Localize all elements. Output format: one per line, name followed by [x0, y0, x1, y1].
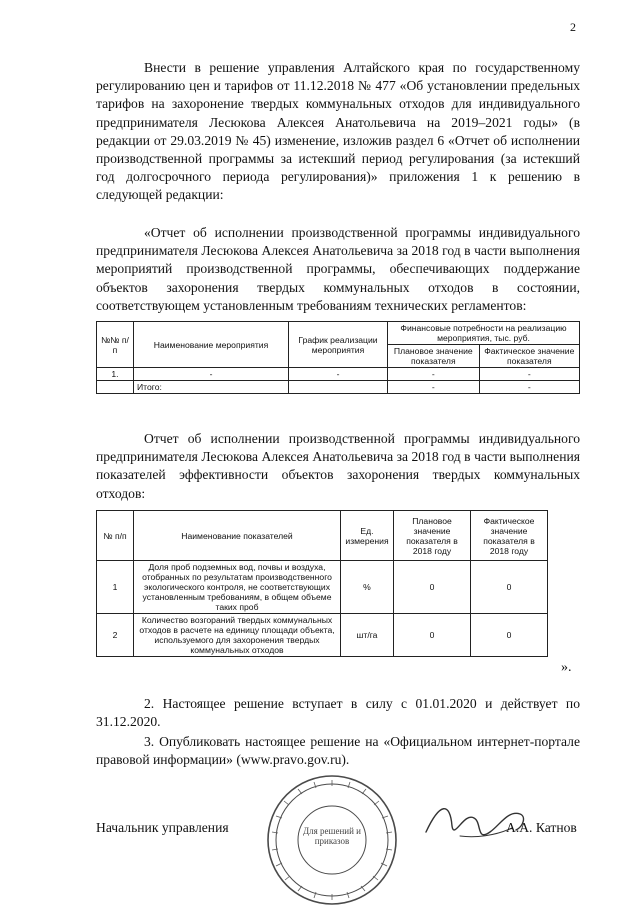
t1-cell-planned: -	[388, 368, 480, 381]
t2-cell-unit: шт/га	[341, 614, 394, 657]
t2-header-actual: Фактическое значение показателя в 2018 году	[471, 511, 548, 561]
t1-cell-name: Итого:	[134, 381, 289, 394]
table-row	[97, 368, 580, 381]
t2-header-num: № п/п	[97, 511, 134, 561]
t1-cell-num: 1.	[97, 368, 134, 381]
t1-header-planned: Плановое значение показателя	[388, 345, 480, 368]
t1-header-finance: Финансовые потребности на реализацию мероприятия, тыс. руб.	[388, 322, 580, 345]
t1-cell-num	[97, 381, 134, 394]
item2-paragraph: 2. Настоящее решение вступает в силу с 01.01.2020 и действует по 31.12.2020.	[96, 696, 580, 730]
t1-header-name: Наименование мероприятия	[134, 322, 289, 368]
t2-cell-name: Количество возгораний твердых коммунальных отходов в расчете на единицу площади объекта, используемого для захоронения твердых коммунальных отходов	[134, 614, 341, 657]
indicators-table	[96, 510, 548, 657]
table-row	[97, 381, 580, 394]
table-row	[97, 614, 548, 657]
t2-cell-planned: 0	[394, 561, 471, 614]
t2-cell-num: 2	[97, 614, 134, 657]
t1-cell-planned: -	[388, 381, 480, 394]
measures-table	[96, 321, 580, 394]
t2-header-unit: Ед. измерения	[341, 511, 394, 561]
official-stamp	[262, 770, 402, 910]
t2-cell-unit: %	[341, 561, 394, 614]
t2-cell-num: 1	[97, 561, 134, 614]
report1-paragraph: «Отчет об исполнении производственной программы индивидуального предпринимателя Лесюкова Алексея Анатольевича за 2018 год в части выполнения мероприятий производственной программы, обеспечивающих поддержание объектов захоронения твердых коммунальных отходов в состоянии, соответствующем установленным требованиям технических регламентов:	[96, 225, 580, 313]
t1-cell-actual: -	[479, 381, 579, 394]
table-row	[97, 561, 548, 614]
closing-quote: ».	[561, 660, 572, 675]
t1-cell-schedule: -	[289, 368, 388, 381]
t1-cell-schedule	[289, 381, 388, 394]
t1-header-num: №№ п/п	[97, 322, 134, 368]
stamp-text: Для решений и приказов	[303, 826, 361, 846]
page-number: 2	[570, 20, 576, 34]
t2-cell-planned: 0	[394, 614, 471, 657]
item3-paragraph: 3. Опубликовать настоящее решение на «Официальном интернет-портале правовой информации» (www.pravo.gov.ru).	[96, 734, 580, 768]
t1-cell-name: -	[134, 368, 289, 381]
t1-header-schedule: График реализации мероприятия	[289, 322, 388, 368]
t2-cell-name: Доля проб подземных вод, почвы и воздуха, отобранных по результатам производственного экологического контроля, не соответствующих установленным требованиям, в общем объеме таких проб	[134, 561, 341, 614]
signatory-title: Начальник управления	[96, 820, 229, 835]
t1-header-actual: Фактическое значение показателя	[479, 345, 579, 368]
t2-header-name: Наименование показателей	[134, 511, 341, 561]
signatory-name: А.А. Катнов	[506, 820, 577, 835]
report2-paragraph: Отчет об исполнении производственной программы индивидуального предпринимателя Лесюкова Алексея Анатольевича за 2018 год в части выполнения показателей эффективности объектов захоронения твердых коммунальных отходов:	[96, 431, 580, 501]
t2-cell-actual: 0	[471, 614, 548, 657]
t2-header-planned: Плановое значение показателя в 2018 году	[394, 511, 471, 561]
t2-cell-actual: 0	[471, 561, 548, 614]
signature-underline	[460, 828, 512, 837]
t1-cell-actual: -	[479, 368, 579, 381]
intro-paragraph: Внести в решение управления Алтайского края по государственному регулированию цен и тарифов от 11.12.2018 № 477 «Об установлении предельных тарифов на захоронение твердых коммунальных отходов для индивидуального предпринимателя Лесюкова Алексея Анатольевича на 2019–2021 годы» (в редакции от 29.03.2019 № 45) изменение, изложив раздел 6 «Отчет об исполнении производственной программы за истекший период регулирования (за истекший год долгосрочного периода регулирования)» приложения 1 к решению в следующей редакции:	[96, 60, 580, 203]
